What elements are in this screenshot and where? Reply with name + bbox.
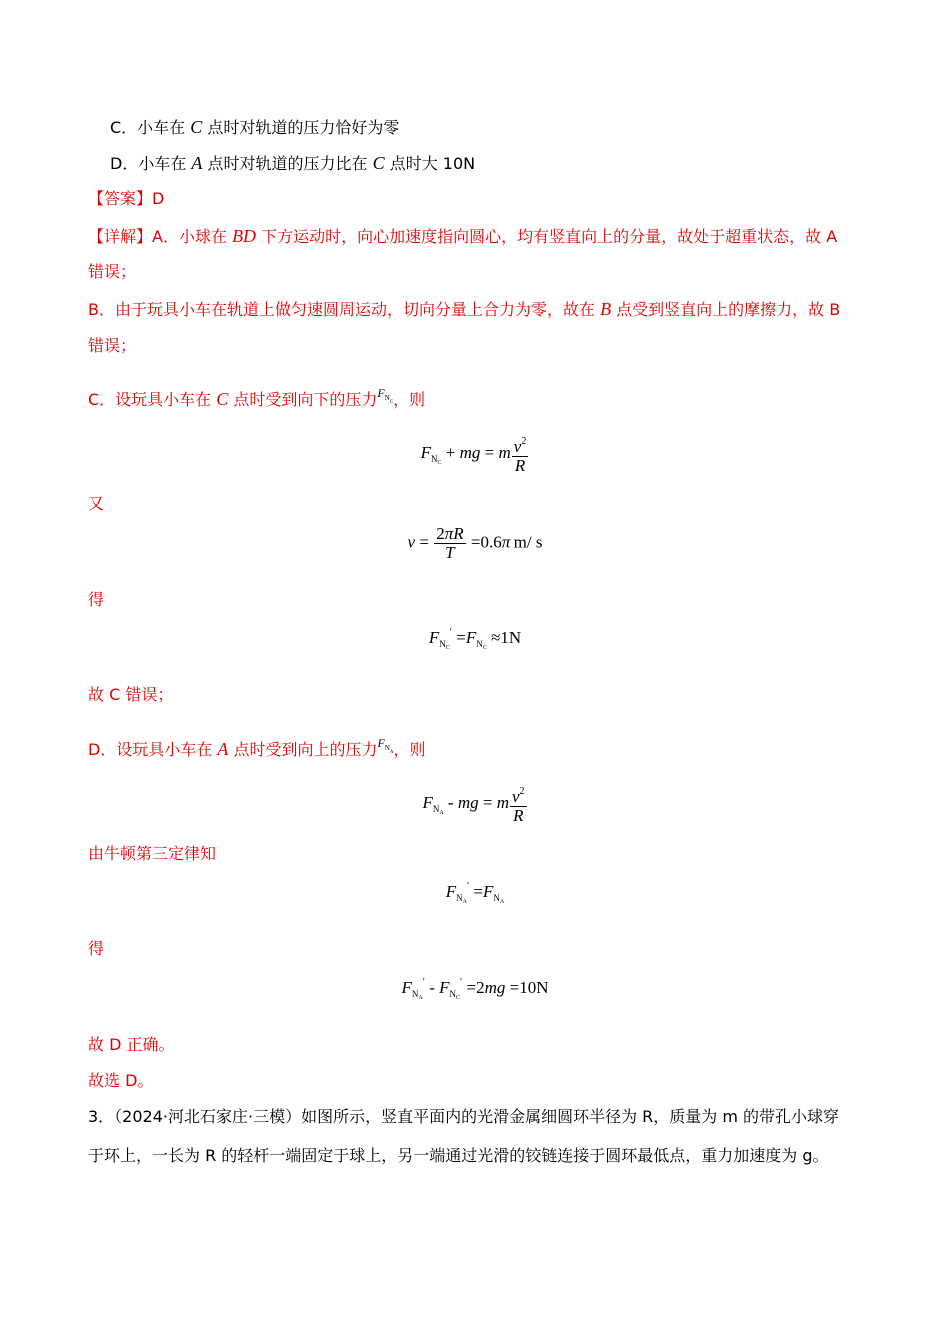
equation-a-force-balance: $F_{N_A}$ - mg = m $\frac{v^2}{R}$ [0, 783, 950, 825]
explain-d-post: ，则 [393, 740, 426, 759]
explain-b-var: B [600, 299, 612, 319]
option-d-suffix: 点时大 10N [384, 154, 476, 173]
explain-d-line [88, 733, 862, 763]
text-get-2: 得 [88, 939, 105, 958]
explain-a-pre: A．小球在 [152, 227, 233, 246]
equation-newton-third: $F_{N_A}' =F_{N_A}$ [445, 881, 505, 905]
explain-d-mid: 点时受到向上的压力 [228, 740, 378, 759]
equation-c-force-balance: $F_{N_C}$ + mg = m $\frac{v^2}{R}$ [0, 433, 950, 475]
option-c-text: C．小车在 [110, 118, 191, 137]
equation-c-result: $F_{N_C}' =F_{N_C} \approx 1N$ [428, 627, 522, 651]
text-newton: 由牛顿第三定律知 [88, 844, 217, 863]
formula-fnc-inline: $F_{N_C}$ [377, 386, 394, 405]
explain-c-var: C [216, 389, 229, 409]
question-3-line2: 于环上，一长为 R 的轻杆一端固定于球上，另一端通过光滑的铰链连接于圆环最低点，重力加速度为 g。 [88, 1146, 829, 1165]
option-d-text: D．小车在 [110, 154, 192, 173]
formula-fna-inline: $F_{N_A}$ [377, 736, 394, 755]
option-d-var: A [191, 153, 203, 173]
velocity-unit: m/ s [513, 532, 543, 552]
explain-c-pre: C．设玩具小车在 [88, 390, 217, 409]
option-c-var: C [190, 117, 203, 137]
d-result-value: 10N [519, 978, 549, 997]
d-result-coef: 2 [476, 978, 485, 997]
text-again: 又 [88, 494, 105, 513]
answer-label: 【答案】 [88, 189, 153, 208]
text-get-1: 得 [88, 590, 105, 609]
explain-b-line1 [88, 299, 862, 320]
c-result-value: 1N [500, 628, 522, 647]
explain-label: 【详解】 [88, 227, 153, 246]
equation-velocity: v = $\frac{2\pi R}{T}$ =0.6π m/ s [407, 524, 543, 562]
explain-b-pre: B．由于玩具小车在轨道上做匀速圆周运动，切向分量上合力为零，故在 [88, 300, 601, 319]
explain-a-line1 [88, 226, 862, 247]
question-3-line1: 3．（2024·河北石家庄·三模）如图所示，竖直平面内的光滑金属细圆环半径为 R，质量为 m 的带孔小球穿 [88, 1107, 840, 1126]
explain-c-conclusion: 故 C 错误； [88, 685, 174, 704]
velocity-value: 0.6 [480, 532, 502, 552]
option-d-mid: 点时对轨道的压力比在 [202, 154, 373, 173]
explain-b-post: 点受到竖直向上的摩擦力，故 B [611, 300, 841, 319]
option-c-suffix: 点时对轨道的压力恰好为零 [202, 118, 400, 137]
explain-d-conclusion: 故 D 正确。 [88, 1035, 175, 1054]
explain-b-line2: 错误； [88, 336, 137, 355]
explain-choose: 故选 D。 [88, 1071, 154, 1090]
explain-a-post: 下方运动时，向心加速度指向圆心，均有竖直向上的分量，故处于超重状态，故 A [256, 227, 838, 246]
option-d-var2: C [372, 153, 385, 173]
explain-c-line [88, 383, 862, 413]
explain-c-post: ，则 [393, 390, 426, 409]
option-c [110, 117, 862, 138]
answer-value: D [152, 189, 165, 208]
explain-a-line2: 错误； [88, 262, 137, 281]
equation-d-result: $F_{N_A}' - F_{N_C}' =2mg =10N$ [401, 977, 549, 1001]
explain-d-var: A [217, 739, 229, 759]
option-d [110, 153, 862, 174]
explain-d-pre: D．设玩具小车在 [88, 740, 218, 759]
explain-a-var: BD [232, 226, 257, 246]
answer-line [88, 189, 862, 209]
explain-c-mid: 点时受到向下的压力 [228, 390, 378, 409]
